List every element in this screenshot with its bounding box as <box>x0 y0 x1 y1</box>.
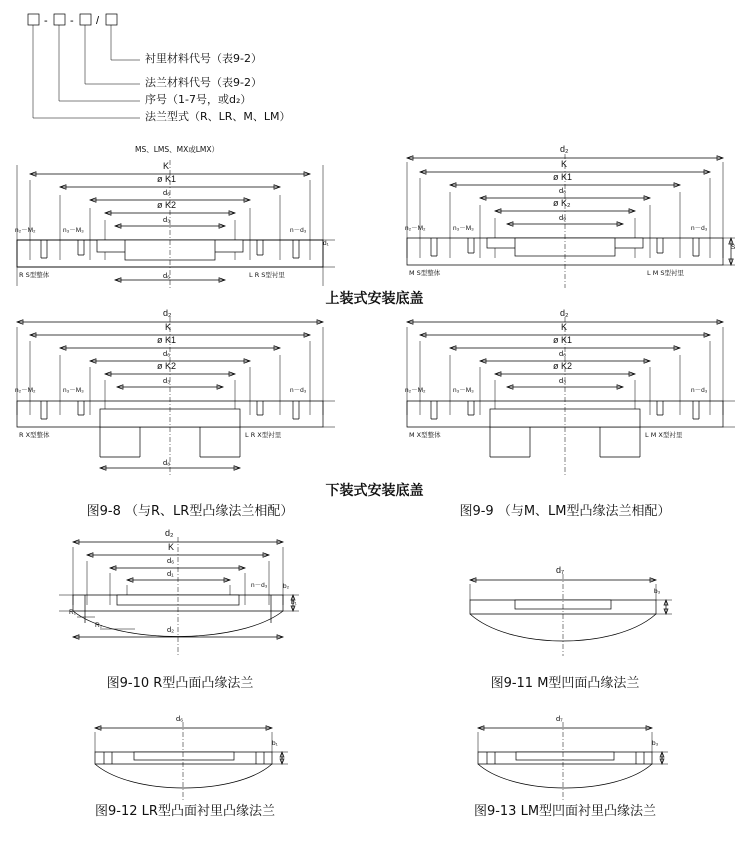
fig99-right-dim-K: K <box>561 322 568 332</box>
dim-d6-left: d₆ <box>163 188 171 197</box>
part-label-LRS: L R S型衬里 <box>249 271 285 279</box>
fig-9-12-drawing <box>60 710 310 805</box>
fig913-dim-d7: d₇ <box>556 714 563 723</box>
legend-line-3: 序号（1-7号，或d₂） <box>145 93 252 106</box>
caption-fig-9-9: 图9-9 （与M、LM型凸缘法兰相配） <box>459 504 671 519</box>
caption-fig-9-8: 图9-8 （与R、LR型凸缘法兰相配） <box>86 504 294 519</box>
fig910-dim-d6: d₆ <box>167 556 175 565</box>
fig99-right-dim-K1: ø K1 <box>553 335 573 345</box>
fig99-left-dim-d6: d₆ <box>163 349 171 358</box>
fig99-left-dim-K2: ø K2 <box>157 361 177 371</box>
dim-d9-right: d₉ <box>559 213 567 222</box>
fig-9-8-right-svg <box>395 140 740 300</box>
fig99-left-dim-K1: ø K1 <box>157 335 177 345</box>
dim-n3-M3-left: n₃－M₃ <box>63 227 84 234</box>
fig910-dim-nd3: n－d₃ <box>251 582 268 589</box>
dim-n2-M2-right: n₂－M₂ <box>405 225 426 232</box>
fig99-left-dim-K: K <box>165 322 172 332</box>
fig99-right-dim-d3: d₃ <box>559 376 567 385</box>
part-label-LRX: L R X型衬里 <box>245 431 282 439</box>
fig99-left-n3M3: n₃－M₃ <box>63 387 84 394</box>
dim-n3-M3-right: n₃－M₃ <box>453 225 474 232</box>
part-label-LMX: L M X型衬里 <box>645 431 683 439</box>
fig-9-11-svg <box>440 560 690 665</box>
caption-fig-9-13: 图9-13 LM型凹面衬里凸缘法兰 <box>473 804 657 819</box>
dim-K-left: K <box>163 161 170 171</box>
dim-S-right: S <box>731 244 736 251</box>
dim-K2-right: ø K₂ <box>553 198 571 208</box>
fig-9-8-right-drawing <box>395 140 740 300</box>
svg-text:-: - <box>44 15 48 27</box>
section-title-bottom-mount: 下装式安装底盖 <box>325 483 424 499</box>
legend-line-1: 衬里材料代号（表9-2） <box>145 52 262 65</box>
fig99-right-dim-K2: ø K2 <box>553 361 573 371</box>
fig99-left-dim-d8: d₈ <box>163 458 171 467</box>
dim-d6-bottom-left: d₆ <box>163 271 171 280</box>
fig99-right-dim-d6: d₆ <box>559 349 567 358</box>
fig-9-13-drawing <box>440 710 690 805</box>
dim-K1-right: ø K1 <box>553 172 573 182</box>
fig-9-9-right-svg <box>395 305 740 480</box>
svg-text:-: - <box>70 15 74 27</box>
fig-9-8-top-label: MS、LMS、MX或LMX） <box>135 145 220 154</box>
fig912-dim-d6: d₆ <box>176 714 184 723</box>
dim-K2-left: ø K2 <box>157 200 177 210</box>
dim-d6-right: d₆ <box>559 186 567 195</box>
caption-fig-9-11: 图9-11 M型凹面凸缘法兰 <box>490 676 640 691</box>
fig-9-9-right-drawing <box>395 305 740 480</box>
fig910-dim-d2: d₂ <box>165 528 174 538</box>
fig-9-12-svg <box>60 710 310 805</box>
fig99-left-nd3: n－d₃ <box>290 387 307 394</box>
dim-K-right: K <box>561 159 568 169</box>
svg-text:/: / <box>96 15 100 27</box>
dim-d3-left: d₃ <box>163 215 171 224</box>
part-label-RS: R S型整体 <box>19 271 50 279</box>
fig910-dim-K: K <box>168 542 175 552</box>
fig-9-10-svg <box>55 525 315 660</box>
fig910-dim-b2: b₂ <box>283 583 290 590</box>
fig910-dim-d2b: d₂ <box>167 625 175 634</box>
fig911-dim-b3: b₃ <box>654 588 661 595</box>
fig99-right-nd3: n－d₃ <box>691 387 708 394</box>
caption-fig-9-10: 图9-10 R型凸面凸缘法兰 <box>106 676 254 691</box>
legend-line-4: 法兰型式（R、LR、M、LM） <box>145 110 291 123</box>
legend-line-2: 法兰材料代号（表9-2） <box>145 76 262 89</box>
fig-9-13-svg <box>440 710 690 805</box>
caption-fig-9-12: 图9-12 LR型凸面衬里凸缘法兰 <box>95 804 275 819</box>
fig-9-11-drawing <box>440 560 690 665</box>
dim-n-d3-left: n－d₃ <box>290 227 307 234</box>
section-title-top-mount: 上装式安装底盖 <box>325 291 424 307</box>
fig99-right-dim-d2: d₂ <box>560 308 569 318</box>
fig99-right-n3M3: n₃－M₃ <box>453 387 474 394</box>
part-label-MX: M X型整体 <box>409 431 441 439</box>
fig913-dim-b3: b₃ <box>652 740 659 747</box>
fig-9-8-left-drawing <box>5 140 335 300</box>
dim-n2-M2-left: n₂－M₂ <box>15 227 36 234</box>
fig910-dim-b1: b₁ <box>291 599 297 606</box>
part-label-MS: M S型整体 <box>409 269 441 277</box>
code-legend <box>0 0 420 135</box>
fig910-dim-d1: d₁ <box>167 569 174 578</box>
fig99-left-dim-d2: d₂ <box>163 308 172 318</box>
fig99-left-n2M2: n₂－M₂ <box>15 387 36 394</box>
fig910-dim-R2: R₂ <box>95 622 103 629</box>
fig99-right-n2M2: n₂－M₂ <box>405 387 426 394</box>
dim-d1-left: d₁ <box>323 240 329 247</box>
fig910-dim-R1: R₁ <box>69 609 76 616</box>
part-label-RX: R X型整体 <box>19 431 50 439</box>
fig-9-10-drawing <box>55 525 315 660</box>
dim-K1-left: ø K1 <box>157 174 177 184</box>
fig911-dim-d7: d₇ <box>556 565 565 575</box>
dim-d2-right: d₂ <box>560 144 569 154</box>
dim-n-d3-right: n－d₃ <box>691 225 708 232</box>
fig99-left-dim-d3: d₃ <box>163 376 171 385</box>
fig912-dim-b1: b₁ <box>272 740 278 747</box>
fig-9-9-left-drawing <box>5 305 335 480</box>
part-label-LMS: L M S型衬里 <box>647 269 684 277</box>
